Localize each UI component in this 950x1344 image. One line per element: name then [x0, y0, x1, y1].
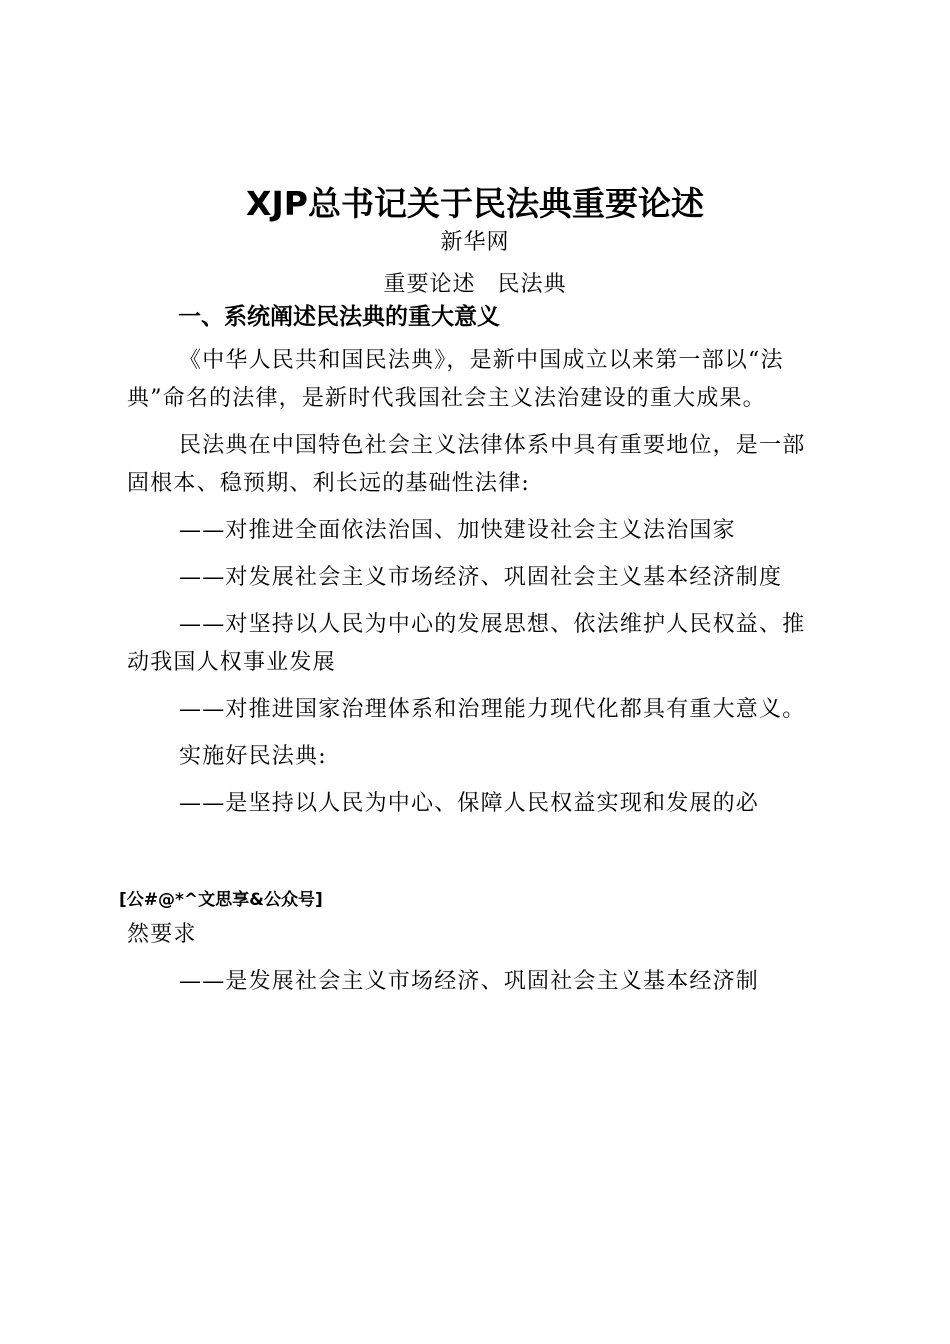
section-heading: 一、系统阐述民法典的重大意义 [178, 304, 500, 330]
watermark-text: [公#@*^文思享&公众号] [119, 890, 323, 910]
tag-item: 重要论述 [383, 272, 476, 297]
document-body-continued [127, 916, 827, 1010]
paragraph: ——是坚持以人民为中心、保障人民权益实现和发展的必 [179, 791, 760, 816]
source-line: 新华网 [440, 230, 510, 255]
tag-item: 民法典 [497, 272, 567, 297]
paragraph: 《中华人民共和国民法典》，是新中国成立以来第一部以“法典”命名的法律，是新时代我国社会主义法治建设的重大成果。 [127, 348, 784, 411]
paragraph: 民法典在中国特色社会主义法律体系中具有重要地位，是一部固根本、稳预期、利长远的基础性法律: [127, 433, 806, 496]
document-body [127, 342, 827, 832]
paragraph: ——对坚持以人民为中心的发展思想、依法维护人民权益、推动我国人权事业发展 [127, 612, 806, 675]
paragraph: ——对发展社会主义市场经济、巩固社会主义基本经济制度 [179, 565, 783, 590]
paragraph: ——对推进全面依法治国、加快建设社会主义法治国家 [179, 518, 736, 543]
paragraph: ——对推进国家治理体系和治理能力现代化都具有重大意义。 [179, 697, 806, 722]
document-title: XJP总书记关于民法典重要论述 [246, 184, 704, 223]
tag-line [0, 268, 950, 302]
paragraph: 然要求 [127, 922, 197, 947]
paragraph: 实施好民法典: [179, 744, 327, 769]
paragraph: ——是发展社会主义市场经济、巩固社会主义基本经济制 [179, 969, 760, 994]
